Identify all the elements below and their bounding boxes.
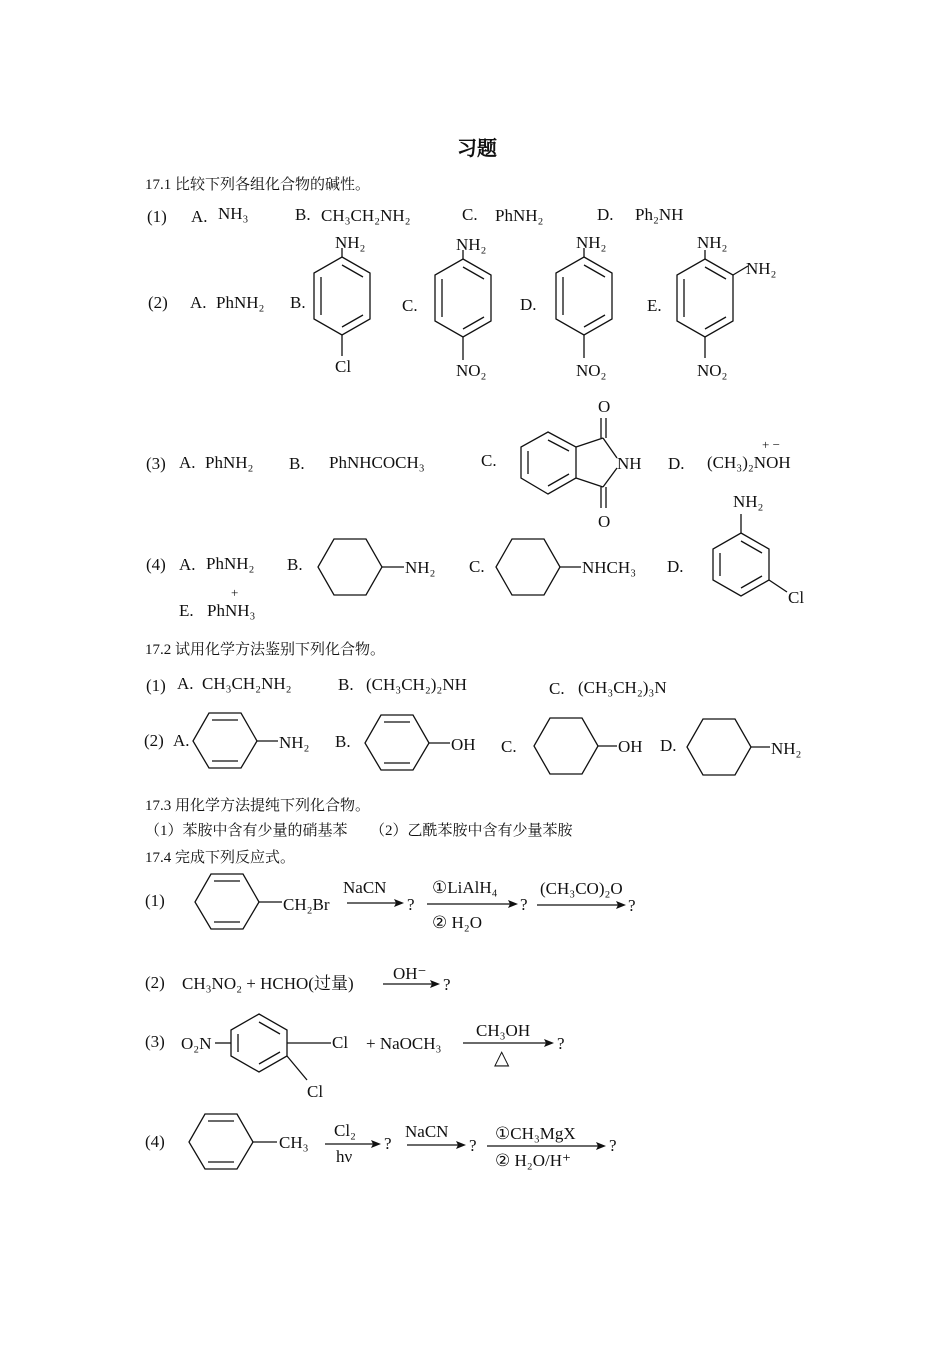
q17-4-2-reactants: CH₃NO₂ + HCHO(过量) [182,974,354,993]
q17-1-2-a-label: A. [190,293,207,312]
q17-4-3-cl1: Cl [332,1033,349,1052]
q17-1-1-b-value: CH₃CH₂NH₂ [321,206,411,225]
q17-1-2-num: (2) [148,293,168,312]
q17-4-3-q: ? [557,1034,565,1053]
q17-1-3-b-value: PhNHCOCH₃ [329,453,425,472]
arrows-r4 [325,1140,606,1150]
q17-2-2-num: (2) [144,731,164,750]
q17-1-1-c-label: C. [462,205,478,224]
cyclohexylamine-d [687,719,770,775]
q17-1-2-e-label: E. [647,296,662,315]
q17-4-3-heat: △ [494,1047,510,1069]
q17-1-2-e-no2: NO₂ [697,361,728,380]
q17-1-2-b-label: B. [290,293,306,312]
q17-1-4-e-value: PhNH₃ [207,601,256,620]
q17-2-1-b-value: (CH₃CH₂)₂NH [366,675,467,694]
q17-4-4-q2: ? [469,1136,477,1155]
ring-4-nitroaniline-c [435,250,491,360]
ring-nitro-dichlorobenzene [215,1014,331,1080]
q17-1-2-c-label: C. [402,296,418,315]
arrow-r2 [383,980,440,988]
q17-1-3-num: (3) [146,454,166,473]
q17-1-3-d-label: D. [668,454,685,473]
q17-4-4-reagent-nacn: NaCN [405,1122,449,1141]
q17-1-1-c-value: PhNH₂ [495,206,544,225]
q17-2-2-c-label: C. [501,737,517,756]
q17-4-1-reagent-h2o: ② H₂O [432,913,482,932]
page-title: 习题 [457,138,497,160]
q17-1-2-b-nh2: NH₂ [335,233,366,252]
ring-3-chloroaniline [713,514,787,596]
q17-1-1-d-label: D. [597,205,614,224]
q17-1-2-c-no2: NO₂ [456,361,487,380]
q17-4-1-q2: ? [520,895,528,914]
arrows-r1 [347,899,626,909]
q17-1-2-b-cl: Cl [335,357,352,376]
q17-4-3-naoch3: + NaOCH₃ [366,1034,442,1053]
q17-1-2-d-nh2: NH₂ [576,233,607,252]
q17-4-2-num: (2) [145,973,165,992]
q17-1-1-a-value: NH₃ [218,204,249,223]
ring-toluene [189,1114,277,1169]
q17-2-heading: 17.2 试用化学方法鉴别下列化合物。 [145,642,386,658]
q17-2-2-d-label: D. [660,736,677,755]
q17-4-3-o2n: O₂N [181,1034,212,1053]
q17-4-4-reagent-hv: hν [336,1147,353,1166]
q17-1-4-b-nh2: NH₂ [405,558,436,577]
q17-4-4-num: (4) [145,1132,165,1151]
q17-4-4-reagent-grignard: ①CH₃MgX [495,1124,576,1143]
q17-1-4-a-value: PhNH₂ [206,554,255,573]
q17-1-2-e-nh2-2: NH₂ [746,259,777,278]
q17-1-4-e-charge: + [231,585,239,600]
q17-4-4-q3: ? [609,1136,617,1155]
q17-1-2-a-value: PhNH₂ [216,293,265,312]
q17-1-1-a-label: A. [191,207,208,226]
q17-4-1-q1: ? [407,895,415,914]
q17-1-3-c-label: C. [481,451,497,470]
phthalimide-structure [521,418,617,508]
q17-4-4-ch3: CH₃ [279,1133,309,1152]
q17-1-4-e-label: E. [179,601,194,620]
q17-1-2-d-no2: NO₂ [576,361,607,380]
q17-2-1-num: (1) [146,676,166,695]
q17-4-1-reagent-nacn: NaCN [343,878,387,897]
q17-2-1-a-label: A. [177,674,194,693]
q17-1-3-c-nh: NH [617,454,642,473]
ring-4-nitroaniline-d [556,248,612,358]
q17-4-1-num: (1) [145,891,165,910]
ring-4-chloroaniline [314,248,370,356]
q17-1-4-d-nh2: NH₂ [733,492,764,511]
q17-4-1-reagent-ac2o: (CH₃CO)₂O [540,879,623,898]
q17-1-4-c-nhch3: NHCH₃ [582,558,637,577]
q17-4-4-q1: ? [384,1134,392,1153]
q17-4-1-q3: ? [628,896,636,915]
q17-2-1-c-label: C. [549,679,565,698]
q17-4-4-reagent-cl2: Cl₂ [334,1121,356,1140]
q17-1-1-b-label: B. [295,205,311,224]
q17-2-2-a-label: A. [173,731,190,750]
q17-4-3-num: (3) [145,1032,165,1051]
q17-2-2-a-nh2: NH₂ [279,733,310,752]
q17-1-1-num: (1) [147,207,167,226]
q17-2-2-b-label: B. [335,732,351,751]
q17-1-4-d-cl: Cl [788,588,805,607]
ring-benzyl-bromide [195,874,282,929]
q17-1-3-a-value: PhNH₂ [205,453,254,472]
q17-4-1-ch2br: CH₂Br [283,895,330,914]
q17-1-heading: 17.1 比较下列各组化合物的碱性。 [145,177,371,193]
q17-4-3-cl2: Cl [307,1082,324,1101]
q17-2-2-c-oh: OH [618,737,643,756]
q17-2-1-c-value: (CH₃CH₂)₃N [578,678,667,697]
q17-1-3-a-label: A. [179,453,196,472]
q17-1-4-c-label: C. [469,557,485,576]
q17-2-2-d-nh2: NH₂ [771,739,802,758]
q17-1-4-num: (4) [146,555,166,574]
ring-aniline [193,713,278,768]
q17-1-2-d-label: D. [520,295,537,314]
q17-4-3-reagent-ch3oh: CH₃OH [476,1021,531,1040]
q17-1-3-c-o-top: O [598,397,611,416]
q17-4-heading: 17.4 完成下列反应式。 [145,850,296,866]
q17-4-1-reagent-lialh4: ①LiAlH₄ [432,878,498,897]
q17-1-3-d-charges: + − [762,437,780,452]
q17-4-2-reagent-oh: OH⁻ [393,964,427,983]
q17-1-4-a-label: A. [179,555,196,574]
cyclohexane-amine-b [318,539,404,595]
q17-1-3-b-label: B. [289,454,305,473]
q17-1-2-e-nh2-1: NH₂ [697,233,728,252]
q17-4-2-q: ? [443,975,451,994]
q17-2-1-b-label: B. [338,675,354,694]
q17-2-1-a-value: CH₃CH₂NH₂ [202,674,292,693]
cyclohexanol [534,718,617,774]
q17-3-heading: 17.3 用化学方法提纯下列化合物。 [145,798,371,814]
q17-1-2-c-nh2: NH₂ [456,235,487,254]
q17-1-4-b-label: B. [287,555,303,574]
ring-diaminonitrobenzene [677,250,748,358]
q17-2-2-b-oh: OH [451,735,476,754]
q17-4-4-reagent-h3o: ② H₂O/H⁺ [495,1151,571,1170]
q17-1-4-d-label: D. [667,557,684,576]
ring-phenol [365,715,450,770]
q17-1-3-d-value: (CH₃)₂NOH [707,453,791,472]
q17-1-1-d-value: Ph₂NH [635,205,684,224]
q17-3-items: （1）苯胺中含有少量的硝基苯 （2）乙酰苯胺中含有少量苯胺 [145,823,573,839]
cyclohexane-methylamine-c [496,539,581,595]
q17-1-3-c-o-bottom: O [598,512,611,531]
arrow-r3 [463,1039,554,1047]
